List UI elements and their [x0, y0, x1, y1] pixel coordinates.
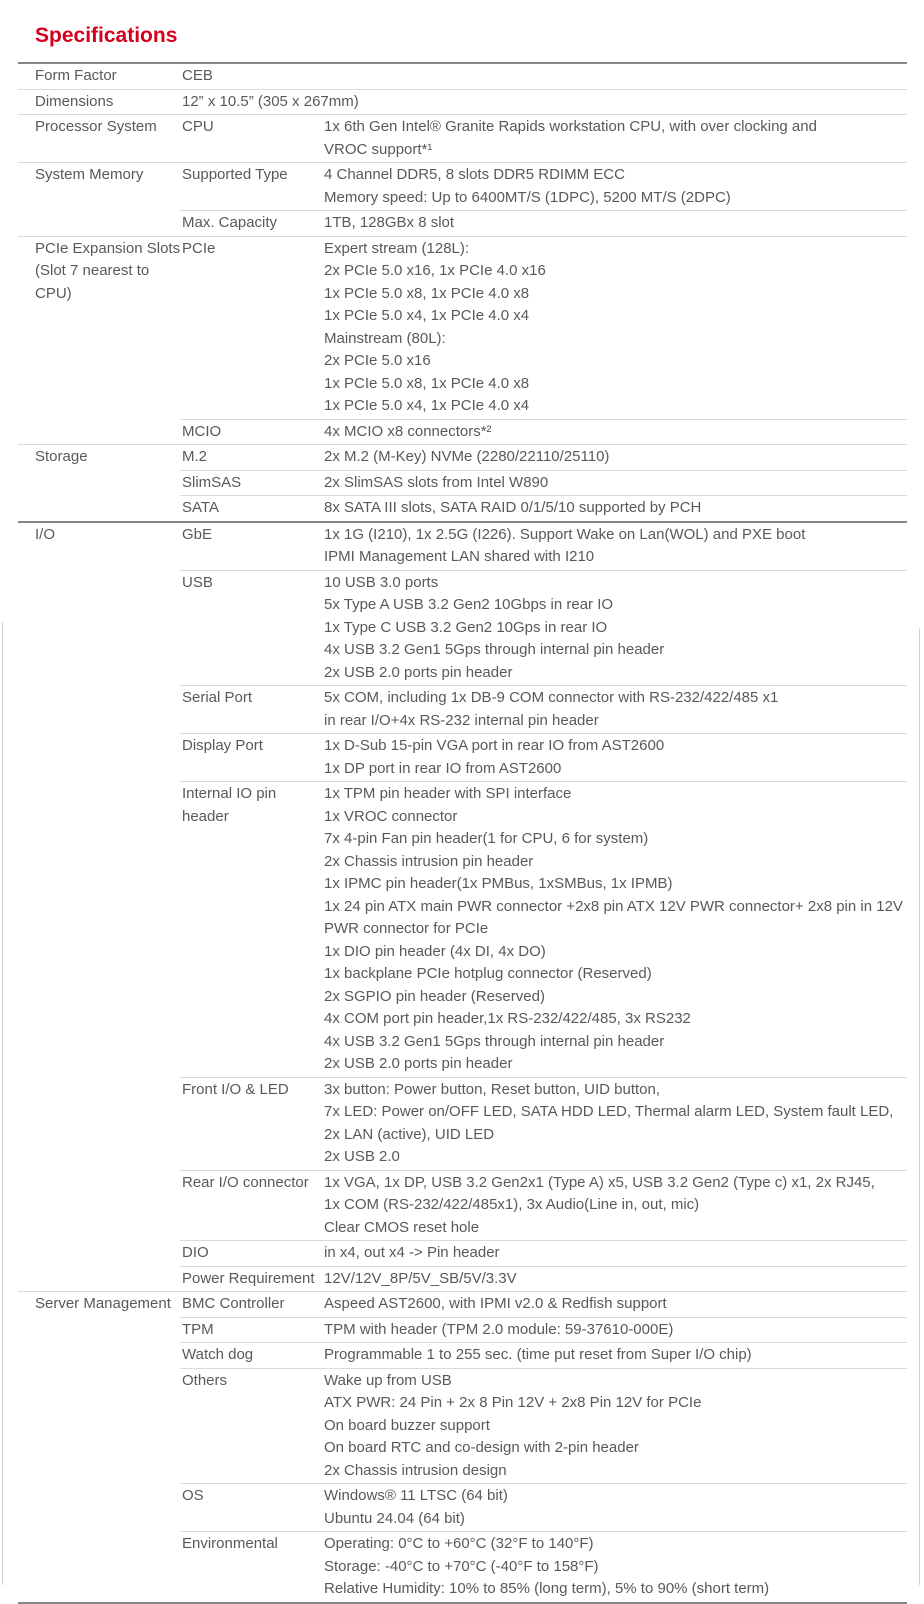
spec-value-line: VROC support*¹ [324, 140, 433, 158]
spec-subrow [180, 1266, 907, 1292]
spec-subrow [180, 1170, 907, 1241]
spec-value-line: 4x USB 3.2 Gen1 5Gps through internal pin header [324, 1032, 665, 1050]
spec-subrow [180, 1368, 907, 1484]
spec-value-line: Mainstream (80L): [324, 329, 446, 347]
spec-section [18, 114, 907, 162]
spec-value-line: 2x Chassis intrusion design [324, 1461, 507, 1479]
spec-sub-label [180, 472, 322, 495]
spec-sub-label [180, 1268, 322, 1291]
spec-value [180, 91, 907, 114]
spec-value-line: 1x VROC connector [324, 807, 458, 825]
spec-value-line: 1x backplane PCIe hotplug connector (Reserved) [324, 965, 652, 982]
spec-sub-label-line: Serial Port [182, 689, 253, 706]
spec-category-line: Processor System [35, 118, 157, 135]
spec-section [18, 521, 907, 1292]
spec-sub-label [180, 1319, 322, 1342]
spec-category-line: System Memory [35, 166, 144, 183]
spec-section [18, 236, 907, 445]
spec-value-line: 2x LAN (active), UID LED [324, 1125, 495, 1143]
spec-subrow [180, 495, 907, 521]
spec-sub-label [180, 497, 322, 520]
spec-value [322, 1344, 907, 1367]
spec-sub-label-line: Display Port [182, 737, 263, 754]
spec-subrow [180, 1077, 907, 1170]
spec-sub-label [180, 116, 322, 161]
spec-sub-label [180, 164, 322, 209]
spec-subrow [180, 470, 907, 496]
spec-section [18, 89, 907, 115]
spec-value-line: 10 USB 3.0 ports [324, 573, 439, 591]
spec-value-line: 1x DP port in rear IO from AST2600 [324, 759, 562, 777]
spec-value-line: 2x USB 2.0 ports pin header [324, 1055, 513, 1072]
spec-value [322, 116, 907, 161]
spec-sub-label-line: USB [182, 573, 213, 591]
spec-value-line: 1x PCIe 5.0 x8, 1x PCIe 4.0 x8 [324, 284, 530, 302]
spec-sub-label-line: Supported Type [182, 166, 288, 183]
spec-value-line: ATX PWR: 24 Pin + 2x 8 Pin 12V + 2x8 Pin 12V for PCIe [324, 1394, 702, 1411]
spec-value-line: Ubuntu 24.04 (64 bit) [324, 1509, 465, 1527]
spec-value-line: IPMI Management LAN shared with I210 [324, 548, 595, 565]
spec-value-line: 1x COM (RS-232/422/485x1), 3x Audio(Line in, out, mic) [324, 1196, 700, 1213]
spec-category [18, 523, 180, 1292]
spec-value-line: 12V/12V_8P/5V_SB/5V/3.3V [324, 1269, 517, 1287]
spec-value-line: 7x LED: Power on/OFF LED, SATA HDD LED, Thermal alarm LED, System fault LED, [324, 1103, 894, 1120]
spec-subrow [180, 1240, 907, 1266]
spec-value-line: 4x COM port pin header,1x RS-232/422/485, 3x RS232 [324, 1010, 691, 1027]
spec-rows [180, 445, 907, 521]
spec-value-line: 1x D-Sub 15-pin VGA port in rear IO from AST2600 [324, 737, 665, 754]
spec-value-line: Wake up from USB [324, 1371, 452, 1389]
spec-value-line: 4 Channel DDR5, 8 slots DDR5 RDIMM ECC [324, 166, 625, 183]
spec-value [180, 65, 907, 88]
spec-value-line: 2x USB 2.0 [324, 1148, 400, 1165]
spec-sub-label [180, 1485, 322, 1530]
spec-section [18, 162, 907, 236]
spec-value-line: 4x MCIO x8 connectors*² [324, 422, 492, 440]
spec-value-line: On board RTC and co-design with 2-pin header [324, 1439, 639, 1456]
spec-value-line: 1x 6th Gen Intel® Granite Rapids workstation CPU, with over clocking and [324, 118, 817, 135]
spec-subrow [180, 1317, 907, 1343]
spec-value [322, 421, 907, 444]
spec-value-line: Programmable 1 to 255 sec. (time put reset from Super I/O chip) [324, 1346, 752, 1363]
spec-sub-label [180, 735, 322, 780]
spec-category [18, 445, 180, 521]
spec-value [322, 735, 907, 780]
spec-sub-label-line: PCIe [182, 239, 216, 257]
spec-value [322, 1268, 907, 1291]
spec-sub-label-line: M.2 [182, 448, 208, 465]
spec-sub-label-line: BMC Controller [182, 1295, 285, 1312]
spec-category-line: I/O [35, 525, 56, 543]
spec-value-line: 7x 4-pin Fan pin header(1 for CPU, 6 for system) [324, 830, 649, 847]
spec-sub-label [180, 524, 322, 569]
spec-sub-label [180, 446, 322, 469]
spec-sub-label-line: header [182, 807, 229, 825]
spec-value-line: 2x SlimSAS slots from Intel W890 [324, 473, 549, 491]
spec-sub-label [180, 783, 322, 1076]
spec-value-line: 2x SGPIO pin header (Reserved) [324, 987, 545, 1005]
spec-sub-label-line: Front I/O & LED [182, 1080, 289, 1098]
spec-value-line: 2x Chassis intrusion pin header [324, 852, 534, 870]
spec-value-line: 1x VGA, 1x DP, USB 3.2 Gen2x1 (Type A) x5, USB 3.2 Gen2 (Type c) x1, 2x RJ45, [324, 1173, 875, 1191]
spec-sub-label-line: CPU [182, 118, 214, 135]
spec-category [18, 64, 180, 89]
spec-value-line: Operating: 0°C to +60°C (32°F to 140°F) [324, 1535, 594, 1552]
spec-sub-label [180, 1533, 322, 1601]
spec-subrow [180, 445, 907, 470]
spec-subrow [180, 1483, 907, 1531]
spec-sub-label [180, 1172, 322, 1240]
spec-sub-label-line: GbE [182, 525, 213, 543]
spec-value [322, 572, 907, 685]
spec-section [18, 1291, 907, 1602]
spec-category-line: Storage [35, 448, 88, 465]
spec-value-line: Clear CMOS reset hole [324, 1218, 480, 1236]
spec-value [322, 497, 907, 520]
spec-value [322, 524, 907, 569]
spec-value-line: Expert stream (128L): [324, 239, 470, 257]
spec-subrow [180, 163, 907, 210]
spec-sub-label [180, 1242, 322, 1265]
spec-subrow [180, 733, 907, 781]
spec-value [322, 164, 907, 209]
spec-sub-label-line: Watch dog [182, 1346, 254, 1363]
spec-rows [180, 1292, 907, 1602]
spec-value-line: CEB [182, 67, 213, 84]
spec-value-line: 1x PCIe 5.0 x4, 1x PCIe 4.0 x4 [324, 397, 530, 414]
spec-sub-label-line: MCIO [182, 422, 222, 440]
spec-value-line: 1x PCIe 5.0 x8, 1x PCIe 4.0 x8 [324, 374, 530, 392]
spec-value [322, 1242, 907, 1265]
spec-subrow [180, 523, 907, 570]
spec-value-line: Storage: -40°C to +70°C (-40°F to 158°F) [324, 1557, 599, 1575]
spec-value [322, 238, 907, 418]
spec-value [322, 472, 907, 495]
spec-value [322, 1485, 907, 1530]
spec-value [322, 1293, 907, 1316]
spec-section [18, 64, 907, 89]
spec-subrow [180, 1531, 907, 1602]
spec-rows [180, 237, 907, 445]
spec-sub-label-line: Rear I/O connector [182, 1173, 309, 1191]
spec-value-line: Memory speed: Up to 6400MT/S (1DPC), 5200 MT/S (2DPC) [324, 188, 731, 206]
spec-sub-label [180, 421, 322, 444]
page-title: Specifications [35, 24, 178, 48]
spec-category [18, 90, 180, 115]
spec-sub-label-line: Max. Capacity [182, 214, 278, 231]
spec-value-line: 12” x 10.5” (305 x 267mm) [182, 92, 359, 110]
spec-value-line: 4x USB 3.2 Gen1 5Gps through internal pin header [324, 641, 665, 658]
spec-sub-label [180, 212, 322, 235]
spec-value-line: 1x DIO pin header (4x DI, 4x DO) [324, 942, 546, 960]
spec-value [322, 1370, 907, 1483]
spec-sub-label-line: DIO [182, 1244, 209, 1261]
spec-sub-label-line: SATA [182, 499, 219, 516]
spec-value [322, 212, 907, 235]
spec-sub-label [180, 238, 322, 418]
spec-category [18, 1292, 180, 1602]
spec-sub-label-line: Environmental [182, 1535, 278, 1552]
spec-sub-label-line: Others [182, 1371, 228, 1389]
spec-sub-label [180, 1370, 322, 1483]
spec-value-line: On board buzzer support [324, 1416, 490, 1434]
spec-subrow [180, 781, 907, 1077]
spec-rows [180, 90, 907, 115]
spec-value-line: 1x Type C USB 3.2 Gen2 10Gps in rear IO [324, 618, 608, 636]
spec-sub-label-line: TPM [182, 1320, 214, 1338]
spec-value-line: 8x SATA III slots, SATA RAID 0/1/5/10 supported by PCH [324, 499, 702, 516]
spec-rows [180, 115, 907, 162]
spec-value-line: Windows® 11 LTSC (64 bit) [324, 1487, 508, 1504]
spec-category-line: Form Factor [35, 67, 117, 84]
spec-subrow [180, 90, 907, 115]
spec-rows [180, 163, 907, 236]
panel-border-left [2, 622, 3, 1585]
spec-value [322, 1079, 907, 1169]
spec-category-line: Server Management [35, 1295, 171, 1312]
spec-subrow [180, 64, 907, 89]
spec-value-line: 5x Type A USB 3.2 Gen2 10Gbps in rear IO [324, 596, 614, 613]
spec-subrow [180, 1342, 907, 1368]
spec-subrow [180, 419, 907, 445]
panel-border-right [919, 628, 920, 1585]
spec-value [322, 783, 907, 1076]
spec-value-line: in x4, out x4 -> Pin header [324, 1244, 500, 1261]
spec-value-line: 1x 24 pin ATX main PWR connector +2x8 pin ATX 12V PWR connector+ 2x8 pin in 12V PWR connector for PCIe [324, 897, 903, 937]
spec-value [322, 687, 907, 732]
spec-value-line: 5x COM, including 1x DB-9 COM connector with RS-232/422/485 x1 [324, 689, 779, 706]
spec-sub-label-line: Power Requirement [182, 1269, 315, 1287]
spec-sub-label-line: Internal IO pin [182, 785, 277, 802]
spec-sub-label-line: OS [182, 1487, 204, 1504]
spec-value [322, 446, 907, 469]
spec-sub-label-line: SlimSAS [182, 473, 242, 491]
spec-category [18, 237, 180, 445]
spec-value-line: 1x IPMC pin header(1x PMBus, 1xSMBus, 1x IPMB) [324, 875, 673, 892]
spec-value-line: Relative Humidity: 10% to 85% (long term), 5% to 90% (short term) [324, 1580, 770, 1597]
spec-sub-label [180, 1344, 322, 1367]
spec-value-line: 1x PCIe 5.0 x4, 1x PCIe 4.0 x4 [324, 307, 530, 324]
spec-subrow [180, 237, 907, 419]
spec-category [18, 115, 180, 162]
spec-value-line: 2x M.2 (M-Key) NVMe (2280/22110/25110) [324, 448, 610, 465]
spec-value-line: 2x PCIe 5.0 x16 [324, 352, 431, 369]
spec-subrow [180, 210, 907, 236]
spec-category [18, 163, 180, 236]
spec-sub-label [180, 687, 322, 732]
spec-value-line: 2x USB 2.0 ports pin header [324, 663, 513, 681]
spec-sub-label [180, 1293, 322, 1316]
spec-subrow [180, 685, 907, 733]
spec-value [322, 1319, 907, 1342]
spec-value-line: 2x PCIe 5.0 x16, 1x PCIe 4.0 x16 [324, 262, 546, 279]
spec-value [322, 1172, 907, 1240]
spec-value-line: Aspeed AST2600, with IPMI v2.0 & Redfish support [324, 1295, 667, 1312]
spec-rows [180, 523, 907, 1292]
spec-category-line: PCIe Expansion Slots [35, 239, 181, 257]
spec-table [18, 62, 907, 1604]
spec-value-line: in rear I/O+4x RS-232 internal pin header [324, 711, 599, 729]
spec-section [18, 444, 907, 521]
spec-value-line: 1TB, 128GBx 8 slot [324, 214, 455, 231]
spec-subrow [180, 115, 907, 162]
spec-value-line: 1x TPM pin header with SPI interface [324, 785, 572, 802]
spec-sub-label [180, 1079, 322, 1169]
spec-category-line: CPU) [35, 284, 72, 302]
spec-value-line: 1x 1G (I210), 1x 2.5G (I226). Support Wake on Lan(WOL) and PXE boot [324, 525, 806, 543]
spec-category-line: (Slot 7 nearest to [35, 262, 150, 279]
spec-subrow [180, 570, 907, 686]
spec-category-line: Dimensions [35, 92, 114, 110]
spec-value-line: 3x button: Power button, Reset button, UID button, [324, 1080, 661, 1098]
spec-value [322, 1533, 907, 1601]
spec-value-line: TPM with header (TPM 2.0 module: 59-37610-000E) [324, 1320, 674, 1338]
spec-subrow [180, 1292, 907, 1317]
spec-rows [180, 64, 907, 89]
spec-sub-label [180, 572, 322, 685]
